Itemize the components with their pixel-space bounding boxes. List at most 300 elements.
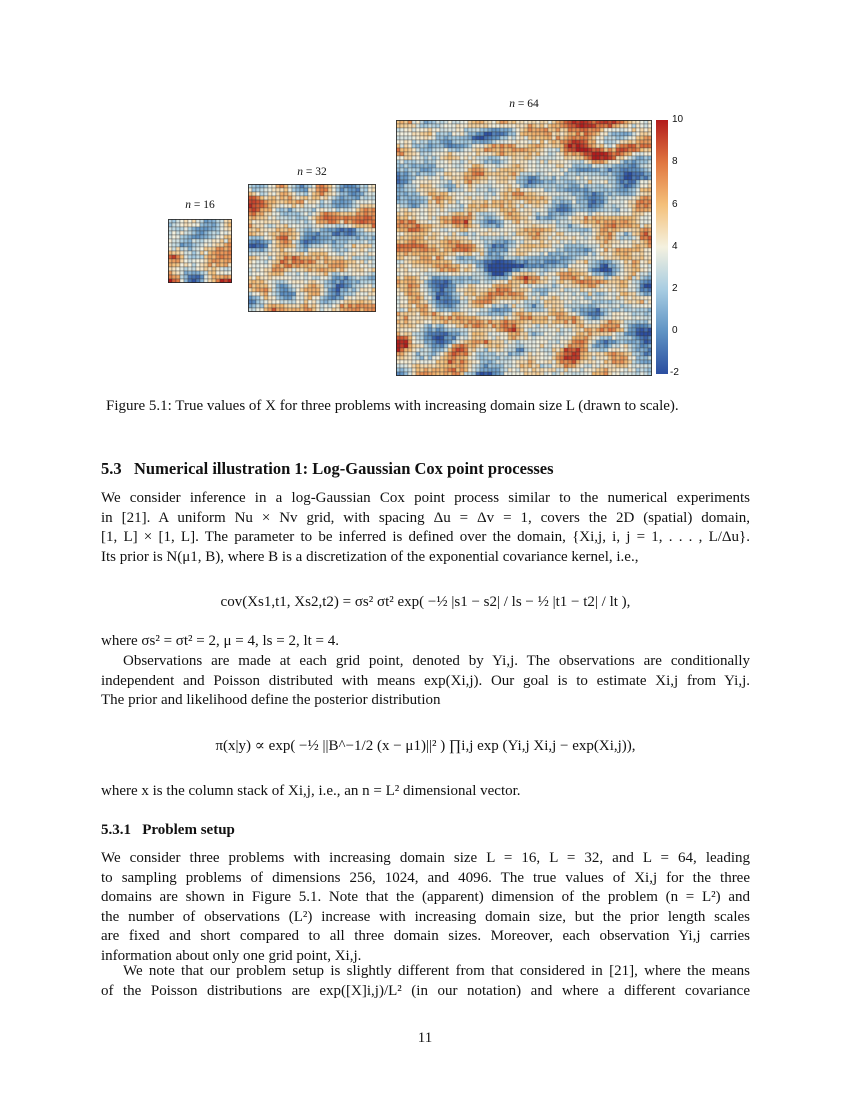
heatmap-cell	[308, 220, 312, 224]
heatmap-cell	[276, 188, 280, 192]
heatmap-cell	[340, 260, 344, 264]
heatmap-cell	[520, 280, 524, 284]
heatmap-cell	[412, 200, 416, 204]
heatmap-cell	[576, 196, 580, 200]
heatmap-cell	[368, 256, 372, 260]
heatmap-cell	[456, 164, 460, 168]
heatmap-cell	[488, 208, 492, 212]
heatmap-cell	[280, 240, 284, 244]
heatmap-cell	[488, 132, 492, 136]
heatmap-cell	[440, 316, 444, 320]
heatmap-cell	[604, 176, 608, 180]
heatmap-cell	[564, 244, 568, 248]
heatmap-cell	[480, 296, 484, 300]
heatmap-cell	[444, 228, 448, 232]
heatmap-cell	[620, 236, 624, 240]
heatmap-cell	[568, 208, 572, 212]
heatmap-cell	[252, 208, 256, 212]
heatmap-cell	[616, 344, 620, 348]
heatmap-cell	[488, 236, 492, 240]
heatmap-cell	[560, 144, 564, 148]
heatmap-cell	[484, 136, 488, 140]
heatmap-cell	[512, 204, 516, 208]
heatmap-cell	[608, 332, 612, 336]
heatmap-cell	[568, 232, 572, 236]
heatmap-cell	[468, 180, 472, 184]
heatmap-cell	[448, 188, 452, 192]
heatmap-cell	[364, 204, 368, 208]
heatmap-cell	[368, 208, 372, 212]
heatmap-cell	[420, 252, 424, 256]
heatmap-cell	[576, 156, 580, 160]
heatmap-cell	[540, 304, 544, 308]
heatmap-cell	[312, 228, 316, 232]
heatmap-cell	[444, 300, 448, 304]
heatmap-cell	[480, 216, 484, 220]
heatmap-cell	[500, 172, 504, 176]
heatmap-cell	[568, 152, 572, 156]
heatmap-cell	[528, 328, 532, 332]
map-title-n32: n = 32	[297, 166, 327, 178]
heatmap-cell	[584, 212, 588, 216]
heatmap-cell	[476, 212, 480, 216]
heatmap-cell	[192, 243, 196, 247]
heatmap-cell	[512, 192, 516, 196]
heatmap-cell	[472, 248, 476, 252]
heatmap-cell	[480, 344, 484, 348]
heatmap-cell	[452, 348, 456, 352]
heatmap-cell	[592, 268, 596, 272]
heatmap-cell	[452, 124, 456, 128]
heatmap-cell	[424, 328, 428, 332]
heatmap-cell	[612, 320, 616, 324]
heatmap-cell	[484, 296, 488, 300]
heatmap-cell	[304, 208, 308, 212]
heatmap-cell	[548, 240, 552, 244]
heatmap-cell	[572, 184, 576, 188]
heatmap-cell	[404, 132, 408, 136]
heatmap-cell	[516, 256, 520, 260]
heatmap-cell	[500, 292, 504, 296]
heatmap-cell	[500, 132, 504, 136]
heatmap-cell	[404, 292, 408, 296]
heatmap-cell	[524, 136, 528, 140]
heatmap-cell	[484, 308, 488, 312]
heatmap-cell	[612, 128, 616, 132]
heatmap-cell	[260, 240, 264, 244]
heatmap-cell	[312, 284, 316, 288]
heatmap-cell	[556, 336, 560, 340]
heatmap-cell	[532, 312, 536, 316]
heatmap-cell	[420, 204, 424, 208]
heatmap-cell	[584, 188, 588, 192]
heatmap-cell	[176, 267, 180, 271]
heatmap-cell	[504, 172, 508, 176]
heatmap-cell	[180, 275, 184, 279]
heatmap-cell	[516, 320, 520, 324]
heatmap-cell	[520, 248, 524, 252]
heatmap-cell	[588, 272, 592, 276]
heatmap-cell	[544, 284, 548, 288]
heatmap-cell	[636, 292, 640, 296]
heatmap-cell	[588, 216, 592, 220]
heatmap-cell	[360, 188, 364, 192]
heatmap-cell	[592, 292, 596, 296]
heatmap-cell	[452, 208, 456, 212]
heatmap-cell	[508, 152, 512, 156]
heatmap-cell	[288, 288, 292, 292]
heatmap-cell	[560, 304, 564, 308]
heatmap-cell	[332, 236, 336, 240]
heatmap-cell	[416, 164, 420, 168]
heatmap-cell	[412, 152, 416, 156]
heatmap-cell	[584, 208, 588, 212]
heatmap-cell	[436, 340, 440, 344]
heatmap-cell	[624, 224, 628, 228]
heatmap-cell	[436, 232, 440, 236]
heatmap-cell	[408, 248, 412, 252]
heatmap-cell	[640, 264, 644, 268]
heatmap-cell	[568, 280, 572, 284]
heatmap-cell	[556, 152, 560, 156]
heatmap-cell	[500, 276, 504, 280]
heatmap-cell	[316, 276, 320, 280]
heatmap-cell	[564, 136, 568, 140]
heatmap-cell	[304, 300, 308, 304]
heatmap-cell	[472, 280, 476, 284]
heatmap-cell	[500, 176, 504, 180]
heatmap-cell	[416, 324, 420, 328]
heatmap-cell	[464, 132, 468, 136]
heatmap-cell	[408, 192, 412, 196]
heatmap-cell	[356, 252, 360, 256]
heatmap-cell	[440, 252, 444, 256]
heatmap-cell	[464, 348, 468, 352]
heatmap-cell	[320, 208, 324, 212]
heatmap-cell	[324, 216, 328, 220]
heatmap-cell	[472, 260, 476, 264]
heatmap-cell	[460, 200, 464, 204]
heatmap-cell	[632, 204, 636, 208]
heatmap-cell	[636, 160, 640, 164]
heatmap-cell	[312, 288, 316, 292]
heatmap-cell	[476, 164, 480, 168]
heatmap-cell	[608, 172, 612, 176]
heatmap-cell	[504, 232, 508, 236]
heatmap-cell	[564, 204, 568, 208]
heatmap-cell	[260, 236, 264, 240]
heatmap-cell	[260, 208, 264, 212]
heatmap-cell	[280, 280, 284, 284]
heatmap-cell	[340, 248, 344, 252]
heatmap-cell	[484, 252, 488, 256]
heatmap-cell	[356, 220, 360, 224]
heatmap-cell	[476, 324, 480, 328]
heatmap-cell	[472, 164, 476, 168]
heatmap-cell	[344, 224, 348, 228]
heatmap-cell	[524, 184, 528, 188]
heatmap-cell	[424, 176, 428, 180]
heatmap-cell	[596, 340, 600, 344]
heatmap-cell	[492, 256, 496, 260]
heatmap-cell	[276, 232, 280, 236]
heatmap-cell	[432, 176, 436, 180]
heatmap-cell	[424, 284, 428, 288]
heatmap-cell	[204, 267, 208, 271]
heatmap-cell	[340, 240, 344, 244]
heatmap-cell	[612, 340, 616, 344]
heatmap-cell	[640, 328, 644, 332]
heatmap-cell	[496, 164, 500, 168]
heatmap-cell	[284, 220, 288, 224]
heatmap-cell	[556, 160, 560, 164]
heatmap-cell	[620, 264, 624, 268]
heatmap-cell	[320, 188, 324, 192]
heatmap-cell	[440, 304, 444, 308]
heatmap-cell	[468, 140, 472, 144]
heatmap-cell	[496, 160, 500, 164]
heatmap-cell	[448, 312, 452, 316]
heatmap-cell	[560, 180, 564, 184]
heatmap-cell	[288, 200, 292, 204]
heatmap-cell	[564, 304, 568, 308]
heatmap-cell	[444, 192, 448, 196]
heatmap-cell	[480, 124, 484, 128]
heatmap-cell	[492, 344, 496, 348]
heatmap-cell	[452, 316, 456, 320]
heatmap-cell	[608, 276, 612, 280]
heatmap-cell	[504, 164, 508, 168]
heatmap-cell	[528, 276, 532, 280]
heatmap-cell	[524, 340, 528, 344]
heatmap-cell	[404, 216, 408, 220]
heatmap-cell	[352, 228, 356, 232]
heatmap-cell	[428, 136, 432, 140]
heatmap-cell	[584, 340, 588, 344]
heatmap-cell	[420, 188, 424, 192]
heatmap-cell	[552, 324, 556, 328]
heatmap-cell	[592, 204, 596, 208]
heatmap-cell	[424, 128, 428, 132]
heatmap-cell	[584, 148, 588, 152]
heatmap-cell	[624, 248, 628, 252]
heatmap-cell	[516, 348, 520, 352]
heatmap-cell	[260, 216, 264, 220]
heatmap-cell	[476, 224, 480, 228]
heatmap-cell	[564, 252, 568, 256]
heatmap-cell	[644, 264, 648, 268]
heatmap-cell	[476, 156, 480, 160]
heatmap-cell	[580, 240, 584, 244]
heatmap-cell	[224, 231, 228, 235]
heatmap-cell	[276, 224, 280, 228]
heatmap-cell	[536, 300, 540, 304]
heatmap-cell	[608, 288, 612, 292]
heatmap-cell	[536, 316, 540, 320]
heatmap-cell	[356, 200, 360, 204]
heatmap-cell	[456, 216, 460, 220]
heatmap-cell	[180, 267, 184, 271]
heatmap-cell	[444, 344, 448, 348]
heatmap-cell	[632, 284, 636, 288]
heatmap-cell	[300, 244, 304, 248]
heatmap-cell	[420, 332, 424, 336]
heatmap-cell	[316, 252, 320, 256]
heatmap-cell	[436, 160, 440, 164]
heatmap-cell	[196, 227, 200, 231]
heatmap-cell	[504, 348, 508, 352]
heatmap-cell	[496, 276, 500, 280]
heatmap-cell	[184, 255, 188, 259]
heatmap-cell	[584, 288, 588, 292]
heatmap-cell	[456, 172, 460, 176]
heatmap-cell	[360, 220, 364, 224]
heatmap-cell	[332, 204, 336, 208]
heatmap-cell	[456, 156, 460, 160]
heatmap-cell	[268, 296, 272, 300]
heatmap-cell	[324, 236, 328, 240]
heatmap-cell	[472, 220, 476, 224]
heatmap-cell	[512, 264, 516, 268]
heatmap-cell	[340, 264, 344, 268]
heatmap-cell	[548, 220, 552, 224]
heatmap-cell	[328, 240, 332, 244]
heatmap-cell	[448, 124, 452, 128]
heatmap-cell	[320, 280, 324, 284]
heatmap-cell	[424, 148, 428, 152]
heatmap-cell	[576, 252, 580, 256]
heatmap-cell	[532, 136, 536, 140]
heatmap-cell	[408, 260, 412, 264]
heatmap-cell	[628, 184, 632, 188]
heatmap-cell	[252, 296, 256, 300]
heatmap-cell	[640, 228, 644, 232]
heatmap-cell	[336, 212, 340, 216]
heatmap-cell	[504, 240, 508, 244]
heatmap-cell	[344, 264, 348, 268]
heatmap-cell	[452, 308, 456, 312]
heatmap-cell	[340, 284, 344, 288]
heatmap-cell	[640, 260, 644, 264]
heatmap-cell	[548, 280, 552, 284]
heatmap-cell	[624, 304, 628, 308]
heatmap-cell	[364, 224, 368, 228]
heatmap-cell	[552, 244, 556, 248]
heatmap-cell	[364, 292, 368, 296]
heatmap-cell	[616, 284, 620, 288]
heatmap-cell	[472, 160, 476, 164]
heatmap-cell	[624, 156, 628, 160]
heatmap-cell	[452, 276, 456, 280]
heatmap-cell	[272, 208, 276, 212]
heatmap-cell	[440, 288, 444, 292]
heatmap-cell	[316, 304, 320, 308]
heatmap-cell	[544, 264, 548, 268]
heatmap-cell	[644, 220, 648, 224]
heatmap-cell	[540, 256, 544, 260]
heatmap-cell	[404, 204, 408, 208]
heatmap-cell	[448, 204, 452, 208]
heatmap-cell	[352, 260, 356, 264]
heatmap-cell	[340, 192, 344, 196]
heatmap-cell	[568, 156, 572, 160]
heatmap-cell	[576, 192, 580, 196]
heatmap-cell	[288, 188, 292, 192]
heatmap-cell	[280, 232, 284, 236]
heatmap-cell	[368, 196, 372, 200]
heatmap-cell	[172, 247, 176, 251]
heatmap-cell	[472, 212, 476, 216]
heatmap-cell	[612, 228, 616, 232]
heatmap-cell	[320, 228, 324, 232]
heatmap-cell	[264, 204, 268, 208]
heatmap-cell	[260, 252, 264, 256]
heatmap-cell	[404, 344, 408, 348]
heatmap-cell	[460, 304, 464, 308]
heatmap-cell	[552, 308, 556, 312]
heatmap-cell	[328, 196, 332, 200]
heatmap-cell	[436, 140, 440, 144]
heatmap-cell	[484, 292, 488, 296]
heatmap-cell	[536, 252, 540, 256]
heatmap-cell	[472, 300, 476, 304]
heatmap-cell	[404, 188, 408, 192]
heatmap-cell	[312, 200, 316, 204]
heatmap-cell	[492, 136, 496, 140]
heatmap-cell	[416, 244, 420, 248]
heatmap-cell	[408, 300, 412, 304]
heatmap-cell	[572, 132, 576, 136]
heatmap-cell	[300, 276, 304, 280]
heatmap-cell	[416, 292, 420, 296]
heatmap-cell	[548, 328, 552, 332]
heatmap-cell	[460, 268, 464, 272]
heatmap-cell	[172, 243, 176, 247]
heatmap-cell	[644, 168, 648, 172]
heatmap-cell	[272, 268, 276, 272]
heatmap-cell	[352, 208, 356, 212]
heatmap-cell	[532, 244, 536, 248]
heatmap-cell	[252, 188, 256, 192]
heatmap-cell	[452, 200, 456, 204]
heatmap-cell	[300, 212, 304, 216]
heatmap-cell	[612, 152, 616, 156]
heatmap-cell	[444, 184, 448, 188]
heatmap-cell	[492, 204, 496, 208]
heatmap-cell	[464, 220, 468, 224]
heatmap-cell	[620, 176, 624, 180]
heatmap-cell	[220, 223, 224, 227]
heatmap-cell	[304, 236, 308, 240]
heatmap-cell	[616, 200, 620, 204]
heatmap-cell	[616, 256, 620, 260]
heatmap-cell	[460, 240, 464, 244]
heatmap-cell	[360, 204, 364, 208]
heatmap-cell	[596, 164, 600, 168]
heatmap-cell	[404, 324, 408, 328]
heatmap-cell	[472, 320, 476, 324]
heatmap-cell	[512, 188, 516, 192]
heatmap-cell	[412, 280, 416, 284]
heatmap-cell	[560, 200, 564, 204]
heatmap-cell	[416, 160, 420, 164]
heatmap-cell	[624, 136, 628, 140]
heatmap-cell	[572, 288, 576, 292]
heatmap-cell	[256, 264, 260, 268]
heatmap-cell	[180, 243, 184, 247]
heatmap-cell	[484, 304, 488, 308]
heatmap-cell	[592, 196, 596, 200]
